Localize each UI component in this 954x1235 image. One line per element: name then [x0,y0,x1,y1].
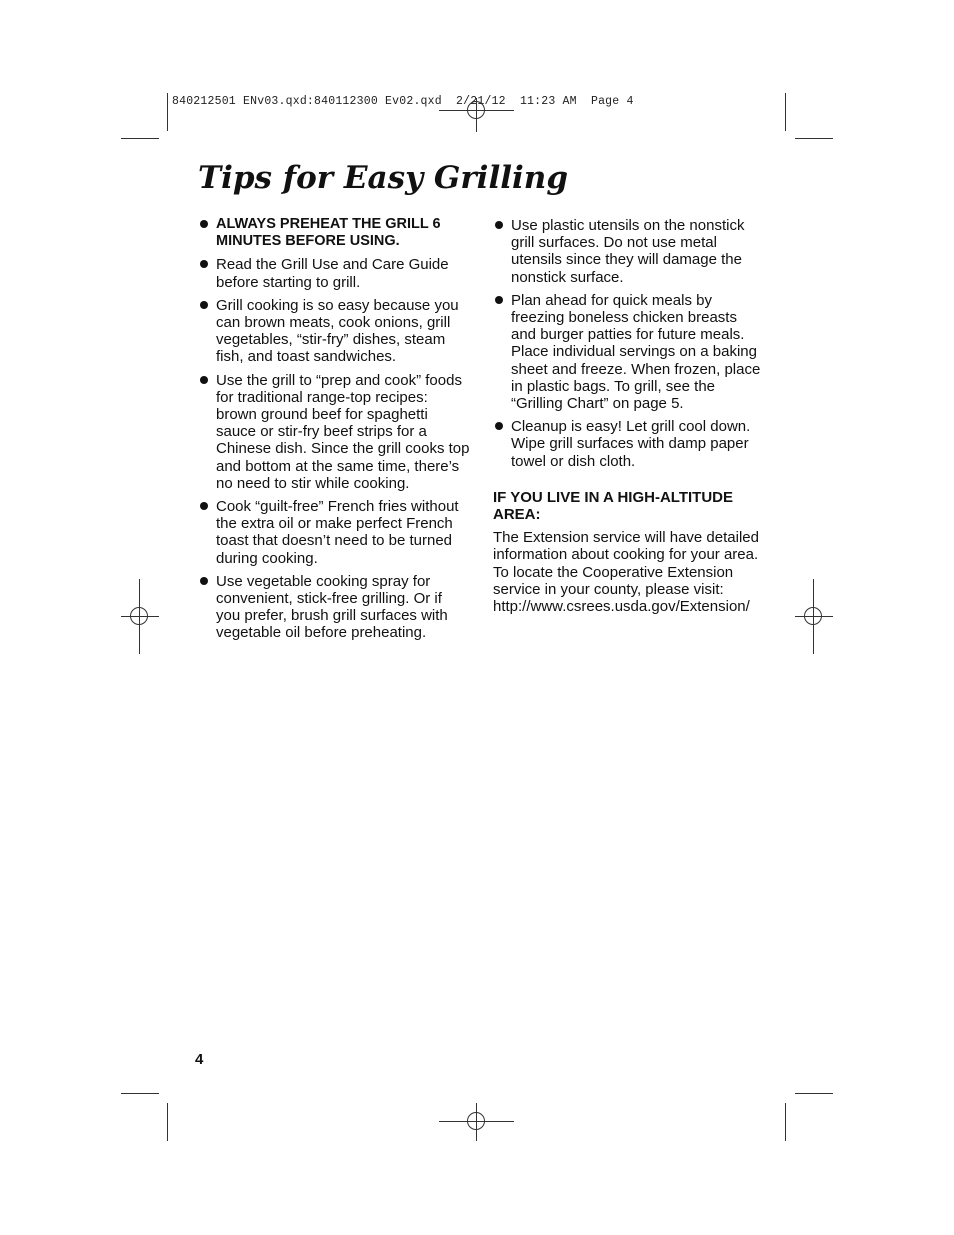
crop-mark-bottom-left-h [121,1093,159,1094]
bullet-icon [200,502,208,510]
tip-text: Cleanup is easy! Let grill cool down. Wipe grill surfaces with damp paper towel or dish cloth. [511,418,751,470]
tip-text: Use plastic utensils on the nonstick grill surfaces. Do not use metal utensils since they will damage the nonstick surface. [511,217,745,286]
crop-mark-bottom-left-v [167,1103,168,1141]
left-column [198,216,470,648]
bullet-icon [200,220,208,228]
tip-text: Plan ahead for quick meals by freezing boneless chicken breasts and burger patties for future meals. Place individual servings on a baking sheet and freeze. When frozen, place in plastic bags. To grill, see the “Grilling Chart” on page 5. [511,291,761,413]
altitude-info [493,529,765,615]
tip-text: Use the grill to “prep and cook” foods for traditional range-top recipes: brown ground beef for spaghetti sauce or stir-fry beef strips for a Chinese dish. Since the grill cooks top and bottom at the same time, there’s no need to stir while cooking. [216,371,470,492]
tip-item [493,217,765,286]
bullet-icon [495,422,503,430]
crop-mark-top-left-v [167,93,168,131]
crop-mark-bottom-right-h [795,1093,833,1094]
tip-text: Cook “guilt-free” French fries without the extra oil or make perfect French toast that doesn’t need to be turned during cooking. [216,498,459,567]
bullet-icon [200,260,208,268]
registration-mark-right-circle [804,607,822,625]
page-title: Tips for Easy Grilling [198,160,569,196]
crop-mark-bottom-right-v [785,1103,786,1141]
tip-item [198,256,470,290]
altitude-heading: IF YOU LIVE IN A HIGH-ALTITUDE AREA: [493,488,733,524]
bullet-icon [495,296,503,304]
tip-item [493,292,765,412]
right-tips-list [493,217,765,470]
crop-mark-top-right-h [795,138,833,139]
file-slug-line: 840212501 ENv03.qxd:840112300 Ev02.qxd 2/21/12 11:23 AM Page 4 [172,95,634,108]
tip-item [198,372,470,492]
tip-item [493,418,765,470]
altitude-text: The Extension service will have detailed information about cooking for your area. To locate the Cooperative Extension service in your county, please visit: [493,529,759,598]
tip-text: Use vegetable cooking spray for convenient, stick-free grilling. Or if you prefer, brush grill surfaces with vegetable oil before preheating. [216,572,448,642]
bullet-icon [200,577,208,585]
crop-mark-top-left-h [121,138,159,139]
tip-item [198,216,470,250]
tip-item [198,573,470,642]
registration-mark-bottom-circle [467,1112,485,1130]
right-column [493,217,765,615]
page-number: 4 [195,1051,204,1068]
registration-mark-left-circle [130,607,148,625]
bullet-icon [200,301,208,309]
tip-text: ALWAYS PREHEAT THE GRILL 6 MINUTES BEFORE USING. [216,216,441,250]
left-tips-list [198,216,470,642]
crop-mark-top-right-v [785,93,786,131]
extension-url: http://www.csrees.usda.gov/Extension/ [493,598,750,616]
bullet-icon [200,376,208,384]
bullet-icon [495,221,503,229]
tip-item [198,297,470,366]
tip-text: Read the Grill Use and Care Guide before starting to grill. [216,256,449,291]
tip-item [198,498,470,567]
tip-text: Grill cooking is so easy because you can brown meats, cook onions, grill vegetables, “stir-fry” dishes, steam fish, and toast sandwiches. [216,296,459,366]
